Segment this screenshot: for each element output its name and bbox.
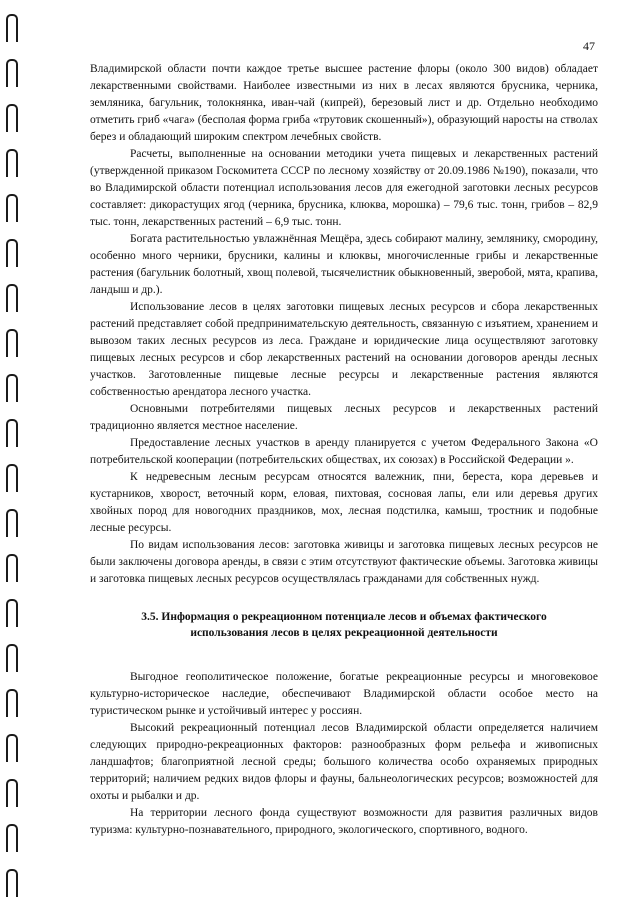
page-body [90,61,598,839]
section-heading-line: использования лесов в целях рекреационной деятельности [190,627,498,639]
paragraph: Расчеты, выполненные на основании методики учета пищевых и лекарственных растений (утвержденной приказом Госкомитета СССР по лесному хозяйству от 20.09.1986 №190), показали, что во Владимирской области потенциал использования лесов для ежегодной заготовки лесных ресурсов составляет: дикорастущих ягод (черника, брусника, клюква, морошка) – 79,6 тыс. тонн, грибов – 82,9 тыс. тонн, лекарственных растений – 6,9 тыс. тонн. [90,148,598,228]
binding-ring [6,869,18,897]
binding-ring [6,464,18,492]
binding-ring [6,419,18,447]
binding-ring [6,554,18,582]
binding-ring [6,14,18,42]
binding-ring [6,374,18,402]
binding-ring [6,329,18,357]
binding-ring [6,239,18,267]
binding-ring [6,824,18,852]
paragraph: По видам использования лесов: заготовка живицы и заготовка пищевых лесных ресурсов не были заключены договора аренды, в связи с этим отсутствуют фактические объемы. Заготовка живицы и заготовка пищевых лесных ресурсов осуществлялась гражданами для собственных нужд. [90,539,598,585]
binding-ring [6,104,18,132]
paragraph: На территории лесного фонда существуют возможности для развития различных видов туризма: культурно-познавательного, природного, экологического, спортивного, водного. [90,807,598,836]
binding-ring [6,149,18,177]
binding-ring [6,194,18,222]
paragraph: Основными потребителями пищевых лесных ресурсов и лекарственных растений традиционно является местное население. [90,403,598,432]
binding-ring [6,689,18,717]
binding-ring [6,509,18,537]
section-heading-line: 3.5. Информация о рекреационном потенциале лесов и объемах фактического [141,611,547,623]
binding-ring [6,59,18,87]
paragraph: Владимирской области почти каждое третье высшее растение флоры (около 300 видов) обладает лекарственными свойствами. Наиболее известными из них в лесах являются брусника, черника, земляника, багульник, толокнянка, иван-чай (кипрей), березовый лист и др. Отдельно необходимо отметить гриб «чага» (бесполая форма гриба «трутовик скошенный»), образующий наросты на стволах берез и обладающий широким спектром лечебных свойств. [90,63,598,143]
paragraph: Использование лесов в целях заготовки пищевых лесных ресурсов и сбора лекарственных растений представляет собой предпринимательскую деятельность, связанную с изъятием, хранением и вывозом таких лесных ресурсов из леса. Граждане и юридические лица осуществляют заготовку пищевых лесных ресурсов и сбор лекарственных растений на основании договоров аренды лесных участков. Заготовленные пищевые лесные ресурсы и лекарственные растения являются собственностью арендатора лесного участка. [90,301,598,398]
binding-ring [6,734,18,762]
binding-ring [6,779,18,807]
binding-ring [6,284,18,312]
paragraph: Предоставление лесных участков в аренду планируется с учетом Федерального Закона «О потребительской кооперации (потребительских обществах, их союзах) в Российской Федерации ». [90,437,598,466]
paragraph: К недревесным лесным ресурсам относятся валежник, пни, береста, кора деревьев и кустарников, хворост, веточный корм, еловая, пихтовая, сосновая лапы, ели или деревья других хвойных пород для новогодних праздников, мох, лесная подстилка, камыш, тростник и подобные лесные ресурсы. [90,471,598,534]
section-heading [90,609,598,641]
spiral-binding [4,0,24,905]
paragraph: Высокий рекреационный потенциал лесов Владимирской области определяется наличием следующих природно-рекреационных факторов: разнообразных форм рельефа и живописных ландшафтов; благоприятной лесной среды; большого количества особо охраняемых природных территорий; наличием редких видов флоры и фауны, бальнеологических ресурсов; возможностей для охоты и рыбалки и др. [90,722,598,802]
binding-ring [6,644,18,672]
binding-ring [6,599,18,627]
paragraph: Богата растительностью увлажнённая Мещёра, здесь собирают малину, землянику, смородину, особенно много черники, брусники, калины и клюквы, многочисленные грибы и лекарственные растения (багульник болотный, хвощ полевой, тысячелистник обыкновенный, зверобой, мята, крапива, ландыш и др.). [90,233,598,296]
page-number: 47 [583,39,595,53]
paragraph: Выгодное геополитическое положение, богатые рекреационные ресурсы и многовековое культурно-историческое наследие, обеспечивают Владимирской области особое место на туристическом рынке и устойчивый интерес у россиян. [90,671,598,717]
